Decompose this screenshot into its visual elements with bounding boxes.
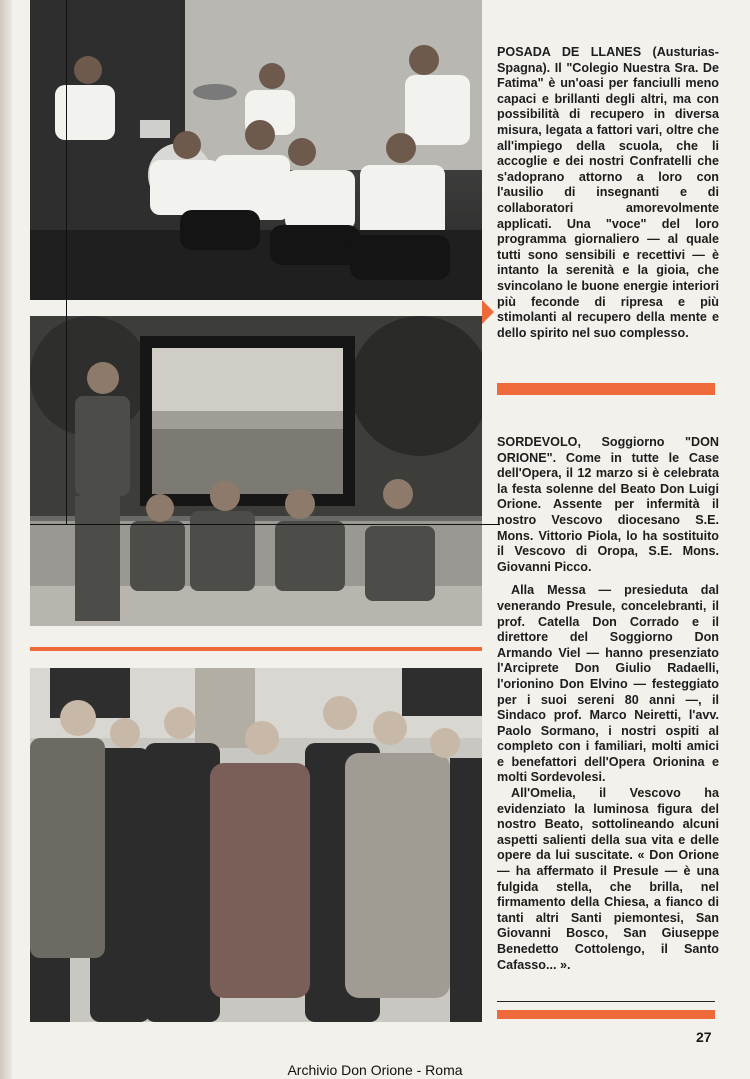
end-thin-rule [497,1001,715,1002]
caption-pointer-arrow [482,300,494,324]
article-sordevolo [497,435,719,973]
page-binding-edge [0,0,12,1079]
photo-boys-band [30,0,482,300]
photo-divider-rule [30,647,482,651]
photo-boys-painting [30,316,482,626]
article-paragraph: Come in tutte le Case dell'Opera, il 12 marzo si è celebrata la festa solenne del Beato Don Luigi Orione. Assente per infermità il nostro Vescovo diocesano S.E. Mons. Vittorio Piola, lo ha sostituito il Vescovo di Oropa, S.E. Mons. Giovanni Picco. [497,450,719,574]
page-number: 27 [696,1029,712,1045]
archive-footer: Archivio Don Orione - Roma [287,1062,463,1078]
crop-mark-vertical [66,0,67,525]
article-title: SORDEVOLO, Soggiorno "DON ORIONE". [497,435,719,465]
photo-bishop-group [30,668,482,1022]
crop-mark-horizontal [30,524,500,525]
article-title: POSADA DE LLANES (Austurias-Spagna). [497,45,719,75]
article-posada-de-llanes [497,45,719,341]
article-paragraph: All'Omelia, il Vescovo ha evidenziato la luminosa figura del nostro Beato, sottolineando alcuni aspetti salienti della sua vita e delle opere da lui suscitate. « Don Orione — ha affermato il Presule — è una fulgida stella, che brilla, nel firmamento della Chiesa, a fianco di tanti altri Santi piemontesi, San Giovanni Bosco, San Giuseppe Benedetto Cottolengo, il Santo Cafasso... ». [497,786,719,972]
end-orange-rule [497,1010,715,1019]
article-paragraph: Alla Messa — presieduta dal venerando Presule, concelebranti, il prof. Catella Don Corrado e il direttore del Soggiorno Don Armando Viel — hanno presenziato l'Arciprete Don Giulio Radaelli, l'orionino Don Elvino — festeggiato per i suoi sereni 80 anni —, il Sindaco prof. Marco Neiretti, l'avv. Paolo Sormano, i nostri ospiti al completo con i familiari, molti amici e benefattori dell'Opera Orionina e molti Sordevolesi. [497,583,719,785]
section-divider-rule [497,383,715,395]
article-body: Il "Colegio Nuestra Sra. De Fatima" è un'oasi per fanciulli meno capaci e brillanti degli altri, ma con possibilità di recupero in diversa misura, legata a fattori vari, oltre che all'impiego della scuola, che li accoglie e dei nostri Confratelli che s'adoprano attorno a loro con l'ausilio di insegnanti e di collaboratori amorevolmente applicati. Una "voce" del loro programma giornaliero — al quale tutti sono sensibili e recettivi — è intanto la serenità e la gioia, che svincolano le buone energie interiori più feconde di ripresa e più stimolanti al recupero della mente e dello spirito nel suo complesso. [497,60,720,340]
